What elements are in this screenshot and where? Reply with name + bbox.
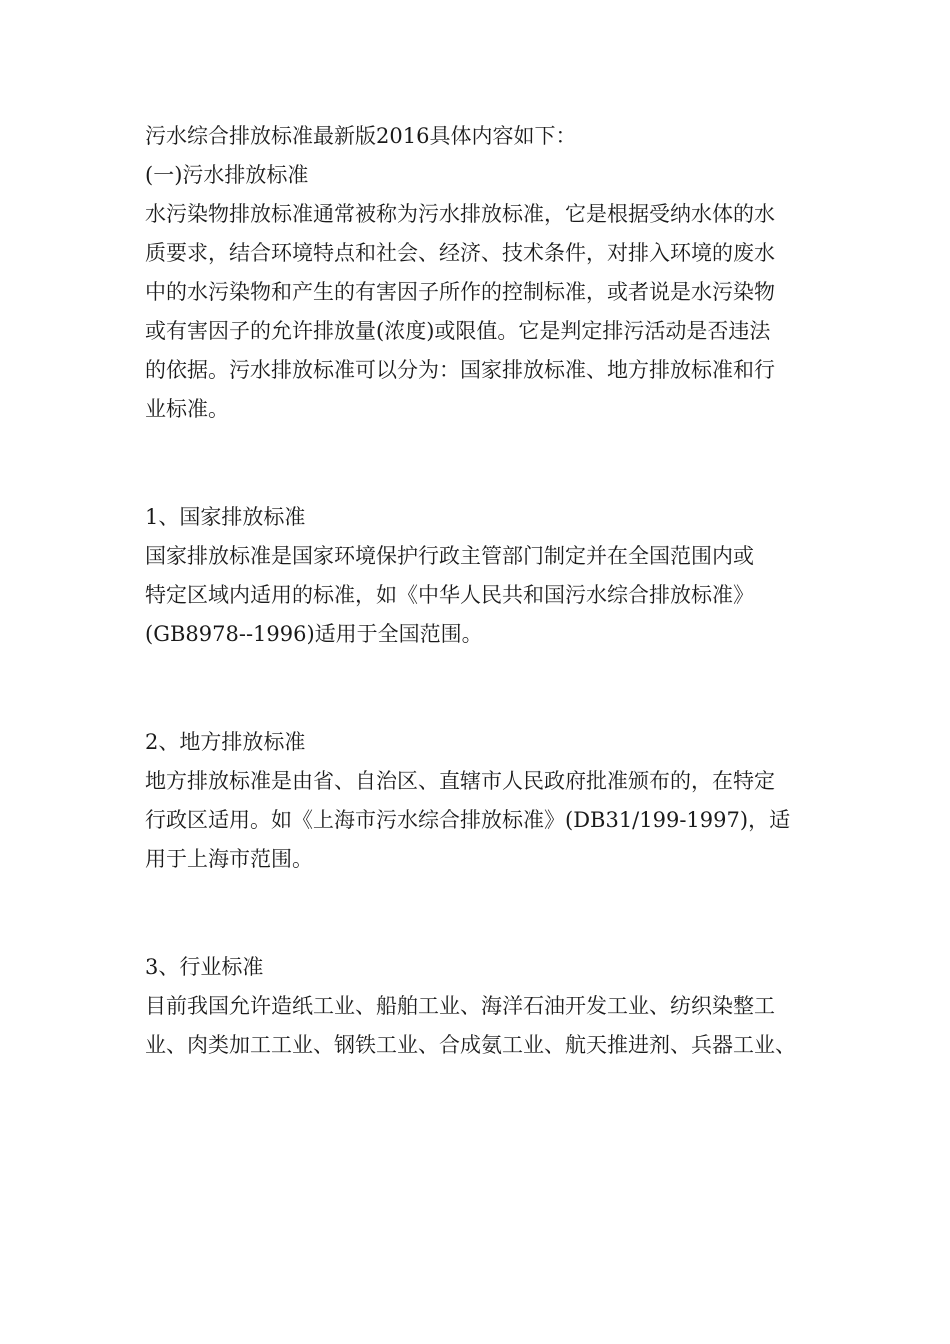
- section1-line: 水污染物排放标准通常被称为污水排放标准，它是根据受纳水体的水: [145, 202, 775, 226]
- section-spacer: [145, 654, 815, 723]
- section1-paragraph: [145, 195, 815, 429]
- national-line: 特定区域内适用的标准，如《中华人民共和国污水综合排放标准》: [145, 583, 754, 607]
- national-line: (GB8978--1996)适用于全国范围。: [145, 622, 483, 646]
- national-paragraph: [145, 537, 815, 654]
- section1-title: (一)污水排放标准: [145, 163, 309, 187]
- local-line: 行政区适用。如《上海市污水综合排放标准》(DB31/199-1997)，适: [145, 808, 791, 832]
- local-line: 地方排放标准是由省、自治区、直辖市人民政府批准颁布的，在特定: [145, 769, 775, 793]
- section1-line: 质要求，结合环境特点和社会、经济、技术条件，对排入环境的废水: [145, 241, 775, 265]
- local-title: 2、地方排放标准: [145, 730, 306, 754]
- industry-paragraph: [145, 987, 815, 1065]
- document-body: [145, 117, 815, 1065]
- local-paragraph: [145, 762, 815, 879]
- national-title: 1、国家排放标准: [145, 505, 306, 529]
- national-line: 国家排放标准是国家环境保护行政主管部门制定并在全国范围内或: [145, 544, 754, 568]
- section1-line: 中的水污染物和产生的有害因子所作的控制标准，或者说是水污染物: [145, 280, 775, 304]
- industry-line: 目前我国允许造纸工业、船舶工业、海洋石油开发工业、纺织染整工: [145, 994, 775, 1018]
- industry-heading: [145, 948, 815, 987]
- section-spacer: [145, 879, 815, 948]
- section-spacer: [145, 429, 815, 498]
- national-heading: [145, 498, 815, 537]
- intro-line: 污水综合排放标准最新版2016具体内容如下：: [145, 124, 577, 148]
- section1-line: 的依据。污水排放标准可以分为：国家排放标准、地方排放标准和行: [145, 358, 775, 382]
- section1-heading: [145, 156, 815, 195]
- section1-line: 或有害因子的允许排放量(浓度)或限值。它是判定排污活动是否违法: [145, 319, 771, 343]
- intro-paragraph: [145, 117, 815, 156]
- industry-title: 3、行业标准: [145, 955, 264, 979]
- local-heading: [145, 723, 815, 762]
- industry-line: 业、肉类加工工业、钢铁工业、合成氨工业、航天推进剂、兵器工业、: [145, 1033, 796, 1057]
- local-line: 用于上海市范围。: [145, 847, 313, 871]
- section1-line: 业标准。: [145, 397, 229, 421]
